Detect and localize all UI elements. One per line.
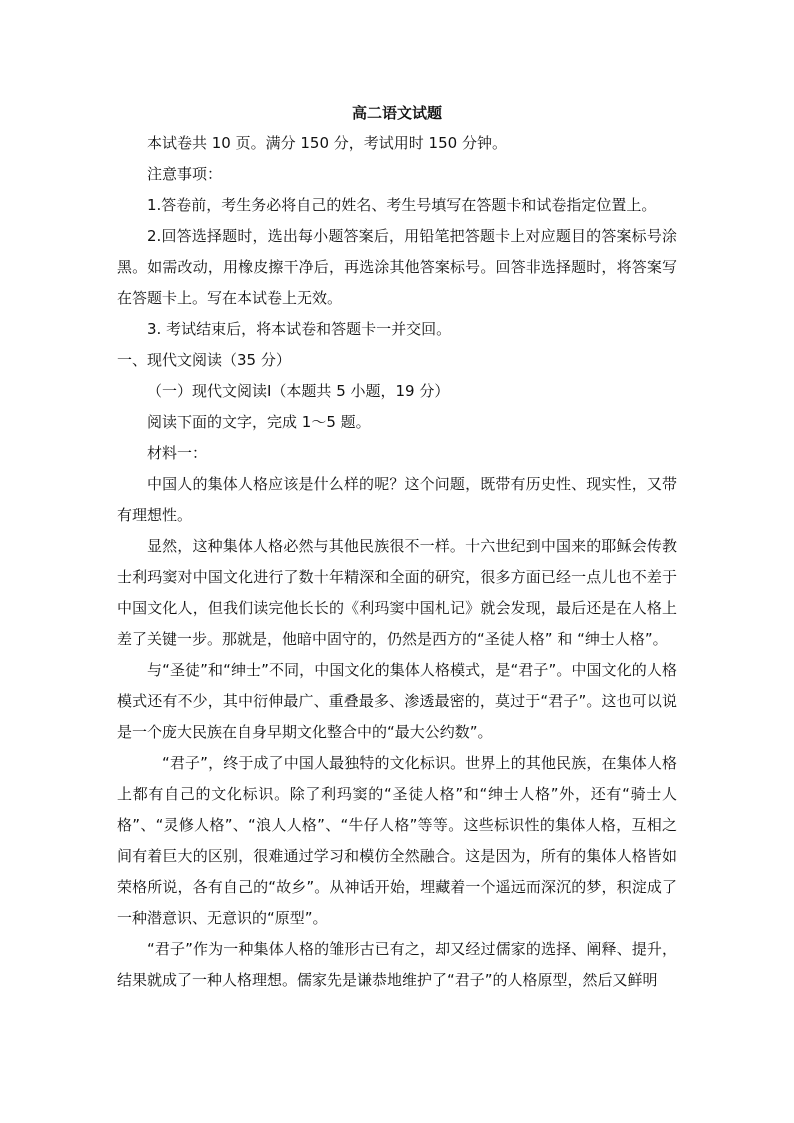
notice-heading: 注意事项： bbox=[147, 165, 223, 183]
notice-item-2: 2.回答选择题时，选出每小题答案后，用铅笔把答题卡上对应题目的答案标号涂黑。如需改动，用橡皮擦干净后，再选涂其他答案标号。回答非选择题时，将答案写在答题卡上。写在本试卷上无效。 bbox=[117, 227, 677, 307]
material-label: 材料一： bbox=[147, 444, 208, 462]
passage-paragraph-5: “君子”作为一种集体人格的雏形古已有之，却又经过儒家的选择、阐释、提升，结果就成了一种人格理想。儒家先是谦恭地维护了“君子”的人格原型，然后又鲜明 bbox=[117, 940, 677, 989]
exam-page bbox=[117, 98, 677, 996]
passage-paragraph-2: 显然，这种集体人格必然与其他民族很不一样。十六世纪到中国来的耶稣会传教士利玛窦对中国文化进行了数十年精深和全面的研究，很多方面已经一点儿也不差于中国文化人，但我们读完他长长的《利玛窦中国札记》就会发现，最后还是在人格上差了关键一步。那就是，他暗中固守的，仍然是西方的“圣徒人格” 和 “绅士人格”。 bbox=[117, 537, 677, 648]
passage-paragraph-4: “君子”，终于成了中国人最独特的文化标识。世界上的其他民族，在集体人格上都有自己的文化标识。除了利玛窦的“圣徒人格”和“绅士人格”外，还有“骑士人格”、“灵修人格”、“浪人人格”、“牛仔人格”等等。这些标识性的集体人格，互相之间有着巨大的区别，很难通过学习和模仿全然融合。这是因为，所有的集体人格皆如荣格所说，各有自己的“故乡”。从神话开始，埋藏着一个遥远而深沉的梦，积淀成了一种潜意识、无意识的“原型”。 bbox=[117, 754, 677, 927]
passage-paragraph-3: 与“圣徒”和“绅士”不同，中国文化的集体人格模式，是“君子”。中国文化的人格模式还有不少，其中衍伸最广、重叠最多、渗透最密的，莫过于“君子”。这也可以说是一个庞大民族在自身早期文化整合中的“最大公约数”。 bbox=[117, 661, 677, 741]
passage-paragraph-1: 中国人的集体人格应该是什么样的呢？这个问题，既带有历史性、现实性，又带有理想性。 bbox=[117, 475, 677, 524]
reading-instruction: 阅读下面的文字，完成 1～5 题。 bbox=[147, 413, 371, 431]
exam-title: 高二语文试题 bbox=[351, 104, 442, 122]
exam-intro: 本试卷共 10 页。满分 150 分，考试用时 150 分钟。 bbox=[147, 134, 507, 152]
subsection-heading: （一）现代文阅读Ⅰ（本题共 5 小题，19 分） bbox=[147, 382, 450, 400]
notice-item-3: 3. 考试结束后，将本试卷和答题卡一并交回。 bbox=[147, 320, 452, 338]
section-heading: 一、现代文阅读（35 分） bbox=[117, 351, 291, 369]
notice-item-1: 1.答卷前，考生务必将自己的姓名、考生号填写在答题卡和试卷指定位置上。 bbox=[147, 196, 657, 214]
